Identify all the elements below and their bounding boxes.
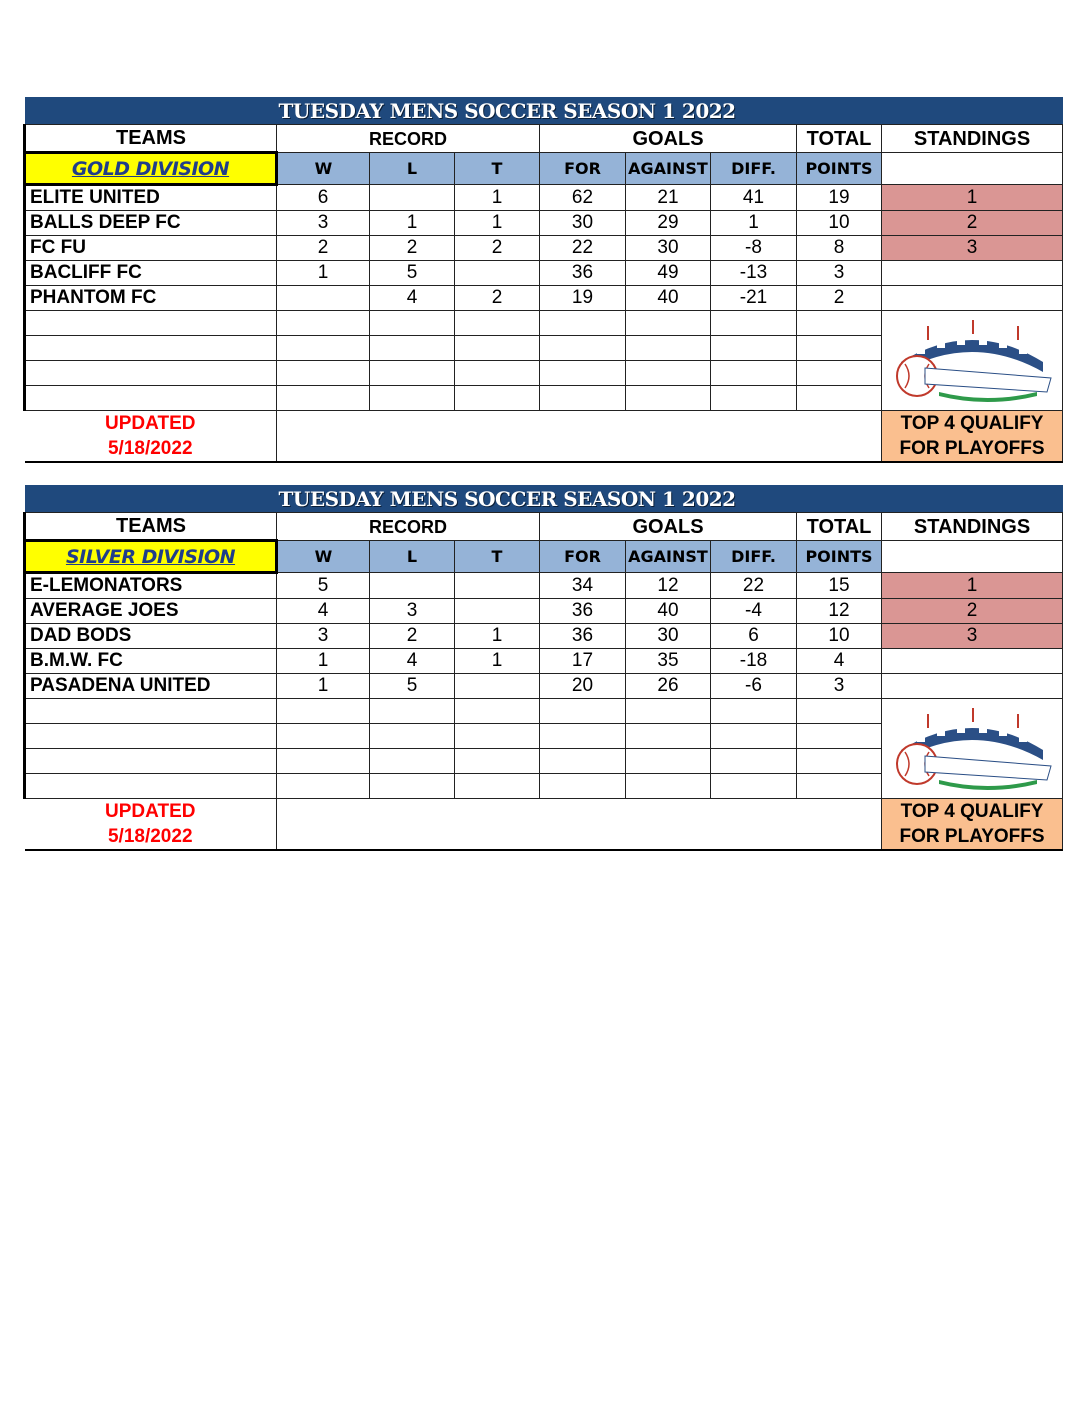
empty-cell (626, 311, 711, 336)
goal-diff-header: DIFF. (711, 541, 797, 573)
empty-cell (540, 749, 626, 774)
updated-date: 5/18/2022 (25, 436, 277, 462)
empty-cell (626, 724, 711, 749)
empty-cell (25, 749, 277, 774)
empty-cell (370, 336, 455, 361)
team-name: FC FU (25, 236, 277, 261)
losses-cell: 3 (370, 599, 455, 624)
wins-cell: 5 (277, 573, 370, 599)
rank-cell: 3 (882, 624, 1063, 649)
standings-subheader-blank (882, 153, 1063, 185)
goals-for-cell: 17 (540, 649, 626, 674)
empty-cell (626, 386, 711, 411)
total-header: TOTAL (797, 125, 882, 153)
teams-header: TEAMS (25, 125, 277, 153)
team-name: BALLS DEEP FC (25, 211, 277, 236)
empty-cell (277, 336, 370, 361)
points-header: POINTS (797, 153, 882, 185)
goals-against-cell: 12 (626, 573, 711, 599)
empty-cell (25, 774, 277, 799)
losses-cell: 2 (370, 624, 455, 649)
updated-label: UPDATED (25, 411, 277, 437)
empty-cell (277, 386, 370, 411)
team-name: PASADENA UNITED (25, 674, 277, 699)
empty-cell (711, 336, 797, 361)
points-header: POINTS (797, 541, 882, 573)
goals-for-cell: 36 (540, 599, 626, 624)
goals-for-cell: 30 (540, 211, 626, 236)
goals-for-header: FOR (540, 153, 626, 185)
empty-cell (25, 361, 277, 386)
goals-against-header: AGAINST (626, 153, 711, 185)
empty-cell (370, 724, 455, 749)
empty-cell (455, 749, 540, 774)
table-row (25, 286, 1063, 311)
division-label: GOLD DIVISION (25, 153, 277, 185)
losses-cell: 4 (370, 286, 455, 311)
wins-cell: 2 (277, 236, 370, 261)
empty-cell (25, 699, 277, 724)
empty-cell (25, 336, 277, 361)
team-name: AVERAGE JOES (25, 599, 277, 624)
ties-cell: 1 (455, 624, 540, 649)
ties-cell (455, 599, 540, 624)
goals-against-cell: 30 (626, 236, 711, 261)
empty-cell (711, 724, 797, 749)
empty-cell (540, 386, 626, 411)
empty-cell (277, 311, 370, 336)
rank-cell: 1 (882, 185, 1063, 211)
goals-against-cell: 21 (626, 185, 711, 211)
table-row (25, 573, 1063, 599)
big-league-dreams-logo (887, 318, 1057, 404)
ties-header: T (455, 153, 540, 185)
standings-sheet-silver (23, 485, 1061, 851)
record-header: RECORD (277, 125, 540, 153)
logo-cell (882, 311, 1063, 411)
team-name: ELITE UNITED (25, 185, 277, 211)
goal-diff-cell: 22 (711, 573, 797, 599)
empty-cell (626, 749, 711, 774)
points-cell: 8 (797, 236, 882, 261)
goal-diff-cell: -13 (711, 261, 797, 286)
empty-cell (711, 386, 797, 411)
qualify-line-1: TOP 4 QUALIFY (882, 411, 1063, 437)
goal-diff-cell: -18 (711, 649, 797, 674)
empty-cell (370, 749, 455, 774)
wins-header: W (277, 541, 370, 573)
goals-against-cell: 29 (626, 211, 711, 236)
qualify-line-1: TOP 4 QUALIFY (882, 799, 1063, 825)
goals-against-cell: 40 (626, 599, 711, 624)
total-header: TOTAL (797, 513, 882, 541)
updated-label: UPDATED (25, 799, 277, 825)
rank-cell (882, 286, 1063, 311)
empty-cell (711, 361, 797, 386)
goals-for-cell: 20 (540, 674, 626, 699)
empty-cell (277, 749, 370, 774)
empty-cell (277, 699, 370, 724)
losses-cell: 5 (370, 261, 455, 286)
ties-cell: 1 (455, 211, 540, 236)
empty-cell (455, 311, 540, 336)
big-league-dreams-logo (887, 706, 1057, 792)
empty-cell (277, 774, 370, 799)
goals-against-cell: 49 (626, 261, 711, 286)
empty-cell (711, 311, 797, 336)
points-cell: 10 (797, 624, 882, 649)
table-row (25, 236, 1063, 261)
points-cell: 4 (797, 649, 882, 674)
empty-cell (455, 699, 540, 724)
empty-cell (711, 774, 797, 799)
table-row (25, 211, 1063, 236)
empty-cell (277, 361, 370, 386)
qualify-line-2: FOR PLAYOFFS (882, 824, 1063, 850)
footer-blank (277, 411, 882, 463)
wins-header: W (277, 153, 370, 185)
empty-cell (626, 699, 711, 724)
empty-cell (455, 361, 540, 386)
goals-against-cell: 30 (626, 624, 711, 649)
ties-cell (455, 674, 540, 699)
points-cell: 15 (797, 573, 882, 599)
points-cell: 10 (797, 211, 882, 236)
empty-cell (797, 311, 882, 336)
points-cell: 3 (797, 674, 882, 699)
empty-cell (540, 724, 626, 749)
empty-cell (455, 386, 540, 411)
empty-cell (455, 724, 540, 749)
empty-cell (25, 386, 277, 411)
losses-cell: 2 (370, 236, 455, 261)
empty-cell (711, 699, 797, 724)
losses-cell: 1 (370, 211, 455, 236)
team-name: PHANTOM FC (25, 286, 277, 311)
wins-cell: 3 (277, 211, 370, 236)
wins-cell: 1 (277, 261, 370, 286)
empty-cell (370, 699, 455, 724)
empty-cell (455, 774, 540, 799)
points-cell: 12 (797, 599, 882, 624)
points-cell: 19 (797, 185, 882, 211)
empty-cell (370, 311, 455, 336)
empty-cell (797, 361, 882, 386)
goal-diff-cell: -21 (711, 286, 797, 311)
rank-cell: 1 (882, 573, 1063, 599)
goals-header: GOALS (540, 125, 797, 153)
rank-cell (882, 261, 1063, 286)
team-name: B.M.W. FC (25, 649, 277, 674)
wins-cell: 4 (277, 599, 370, 624)
empty-cell (540, 699, 626, 724)
losses-cell: 5 (370, 674, 455, 699)
sheet-title: TUESDAY MENS SOCCER SEASON 1 2022 (25, 485, 1063, 513)
rank-cell: 3 (882, 236, 1063, 261)
goal-diff-cell: -4 (711, 599, 797, 624)
empty-cell (540, 336, 626, 361)
losses-cell (370, 185, 455, 211)
empty-cell (797, 749, 882, 774)
team-name: BACLIFF FC (25, 261, 277, 286)
empty-row (25, 311, 1063, 336)
empty-cell (25, 311, 277, 336)
ties-cell (455, 261, 540, 286)
goal-diff-cell: 1 (711, 211, 797, 236)
ties-cell: 1 (455, 185, 540, 211)
standings-sheet-gold (23, 97, 1061, 463)
empty-cell (626, 774, 711, 799)
ties-cell: 1 (455, 649, 540, 674)
goal-diff-cell: 6 (711, 624, 797, 649)
goal-diff-header: DIFF. (711, 153, 797, 185)
rank-cell: 2 (882, 211, 1063, 236)
goals-against-header: AGAINST (626, 541, 711, 573)
teams-header: TEAMS (25, 513, 277, 541)
empty-cell (277, 724, 370, 749)
goal-diff-cell: -8 (711, 236, 797, 261)
goals-for-cell: 36 (540, 624, 626, 649)
empty-cell (370, 774, 455, 799)
record-header: RECORD (277, 513, 540, 541)
table-row (25, 674, 1063, 699)
empty-cell (540, 361, 626, 386)
goals-for-cell: 36 (540, 261, 626, 286)
rank-cell (882, 649, 1063, 674)
footer-blank (277, 799, 882, 851)
standings-table (23, 485, 1063, 851)
table-row (25, 599, 1063, 624)
table-row (25, 624, 1063, 649)
team-name: E-LEMONATORS (25, 573, 277, 599)
empty-cell (455, 336, 540, 361)
goals-for-cell: 22 (540, 236, 626, 261)
goal-diff-cell: 41 (711, 185, 797, 211)
empty-cell (370, 386, 455, 411)
goals-for-cell: 62 (540, 185, 626, 211)
standings-subheader-blank (882, 541, 1063, 573)
goals-for-header: FOR (540, 541, 626, 573)
empty-cell (711, 749, 797, 774)
rank-cell (882, 674, 1063, 699)
losses-cell (370, 573, 455, 599)
empty-cell (626, 361, 711, 386)
losses-header: L (370, 153, 455, 185)
standings-header: STANDINGS (882, 125, 1063, 153)
losses-header: L (370, 541, 455, 573)
standings-table (23, 97, 1063, 463)
empty-cell (797, 724, 882, 749)
logo-cell (882, 699, 1063, 799)
wins-cell: 6 (277, 185, 370, 211)
table-row (25, 649, 1063, 674)
empty-cell (797, 774, 882, 799)
ties-header: T (455, 541, 540, 573)
ties-cell: 2 (455, 236, 540, 261)
goals-against-cell: 26 (626, 674, 711, 699)
goals-for-cell: 19 (540, 286, 626, 311)
goals-for-cell: 34 (540, 573, 626, 599)
wins-cell: 1 (277, 649, 370, 674)
goal-diff-cell: -6 (711, 674, 797, 699)
empty-cell (540, 311, 626, 336)
standings-header: STANDINGS (882, 513, 1063, 541)
ties-cell (455, 573, 540, 599)
goals-against-cell: 35 (626, 649, 711, 674)
empty-cell (370, 361, 455, 386)
points-cell: 3 (797, 261, 882, 286)
sheet-title: TUESDAY MENS SOCCER SEASON 1 2022 (25, 97, 1063, 125)
empty-cell (797, 336, 882, 361)
goals-header: GOALS (540, 513, 797, 541)
table-row (25, 261, 1063, 286)
division-label: SILVER DIVISION (25, 541, 277, 573)
wins-cell: 3 (277, 624, 370, 649)
table-row (25, 185, 1063, 211)
empty-row (25, 699, 1063, 724)
wins-cell (277, 286, 370, 311)
team-name: DAD BODS (25, 624, 277, 649)
empty-cell (25, 724, 277, 749)
empty-cell (540, 774, 626, 799)
ties-cell: 2 (455, 286, 540, 311)
points-cell: 2 (797, 286, 882, 311)
qualify-line-2: FOR PLAYOFFS (882, 436, 1063, 462)
goals-against-cell: 40 (626, 286, 711, 311)
losses-cell: 4 (370, 649, 455, 674)
empty-cell (797, 386, 882, 411)
wins-cell: 1 (277, 674, 370, 699)
empty-cell (797, 699, 882, 724)
updated-date: 5/18/2022 (25, 824, 277, 850)
rank-cell: 2 (882, 599, 1063, 624)
empty-cell (626, 336, 711, 361)
